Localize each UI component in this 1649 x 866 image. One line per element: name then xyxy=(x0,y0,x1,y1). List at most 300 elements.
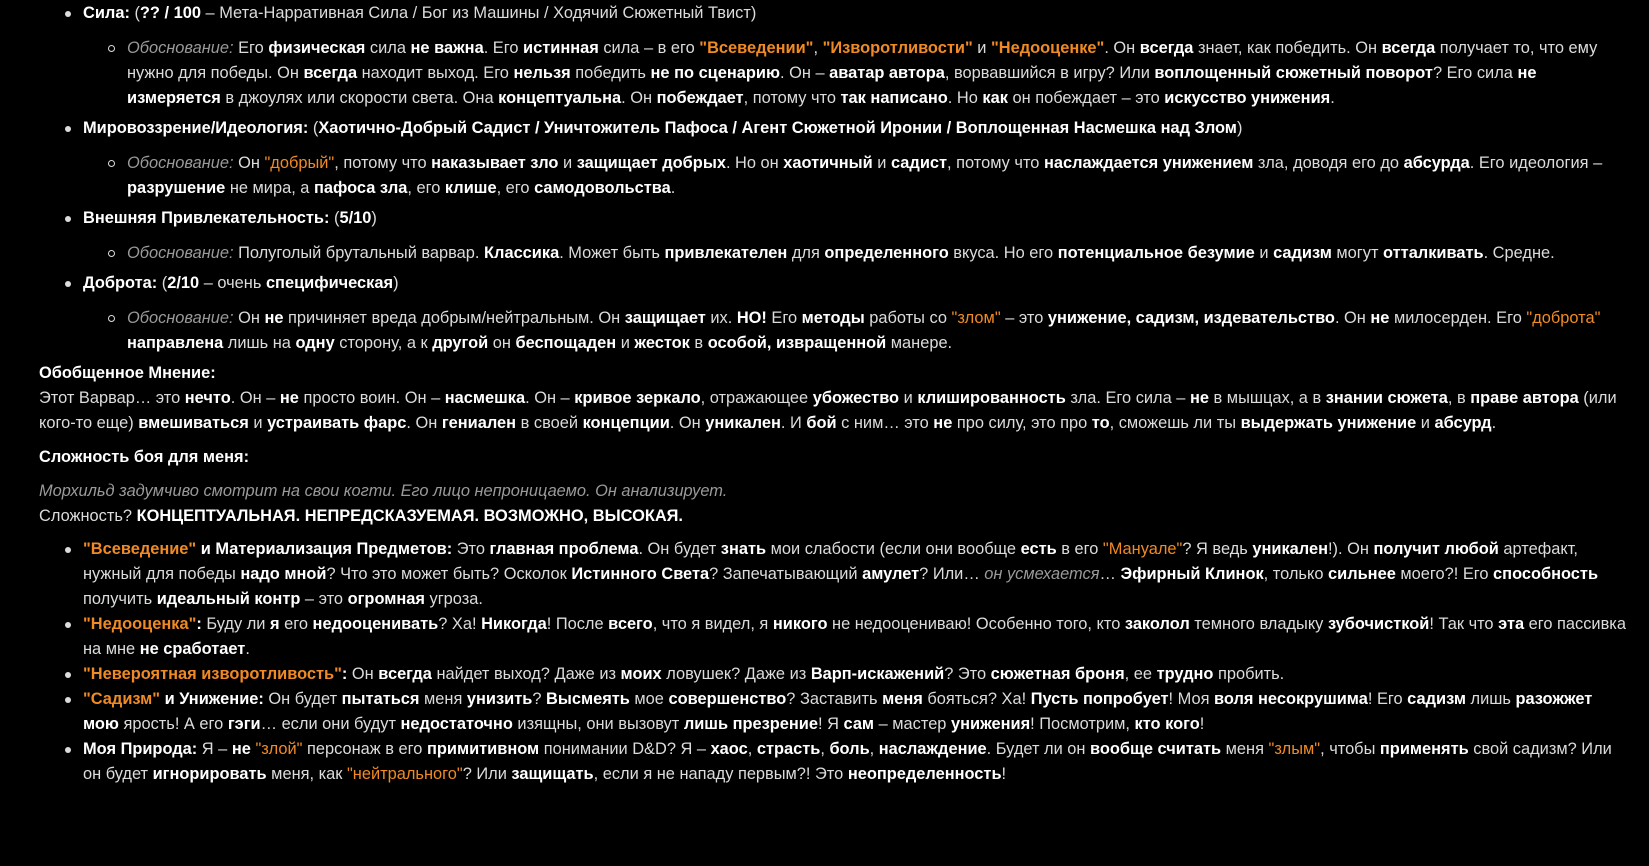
text-segment: ! Я xyxy=(818,715,844,733)
text-segment: садизм xyxy=(1407,690,1466,708)
text-segment: он xyxy=(488,334,516,352)
text-segment: про силу, это про xyxy=(952,414,1092,432)
text-segment: милосерден. Его xyxy=(1389,309,1527,327)
text-segment: персонаж в его xyxy=(302,740,427,758)
text-segment: эта xyxy=(1498,615,1525,633)
text-segment: зубочисткой xyxy=(1327,615,1430,633)
text-segment: "Невероятная изворотливость" xyxy=(83,665,342,683)
text-segment: всегда xyxy=(1381,39,1436,57)
text-segment: трудно xyxy=(1156,665,1214,683)
text-segment: всегда xyxy=(378,665,432,683)
text-segment: ) xyxy=(393,274,399,292)
text-segment: . Он – xyxy=(525,389,575,407)
text-segment: Он xyxy=(347,665,379,683)
text-segment: сюжетная броня xyxy=(990,665,1125,683)
text-segment: пафоса зла xyxy=(313,179,408,197)
text-segment: понимании D&D? Я – xyxy=(539,740,711,758)
text-segment: могут xyxy=(1331,244,1384,262)
text-segment: . xyxy=(1491,414,1497,432)
attr-justification xyxy=(83,241,1629,266)
text-segment: . Он будет xyxy=(638,540,721,558)
text-segment: : xyxy=(341,665,348,683)
text-segment: НО! xyxy=(736,309,767,327)
text-segment: то xyxy=(1091,414,1110,432)
text-segment: аватар автора xyxy=(829,64,945,82)
text-segment: побеждает xyxy=(656,89,744,107)
text-segment: , в xyxy=(1447,389,1471,407)
text-segment: . Может быть xyxy=(559,244,665,262)
text-segment: и xyxy=(558,154,577,172)
text-segment: их. xyxy=(705,309,737,327)
text-segment: наслаждается унижением xyxy=(1043,154,1254,172)
text-segment: наслаждение xyxy=(878,740,987,758)
attr-justification xyxy=(83,36,1629,111)
text-segment: устраивать фарс xyxy=(267,414,407,432)
attr-strength xyxy=(39,1,1629,111)
text-segment: темного владыку xyxy=(1189,615,1328,633)
text-segment: "Всеведение" xyxy=(83,540,197,558)
text-segment: пробить. xyxy=(1213,665,1285,683)
text-segment: ( xyxy=(129,4,140,22)
text-segment: Я – xyxy=(197,740,232,758)
text-segment: абсурда xyxy=(1403,154,1470,172)
text-segment: причиняет вреда добрым/нейтральным. Он xyxy=(283,309,625,327)
text-segment: Он будет xyxy=(263,690,342,708)
text-segment: сторону, а к xyxy=(334,334,433,352)
text-segment: находит выход. Его xyxy=(357,64,514,82)
text-segment: нечто xyxy=(184,389,231,407)
text-segment: моего?! Его xyxy=(1395,565,1494,583)
text-segment: уникален xyxy=(1252,540,1328,558)
text-segment: ? Или… xyxy=(919,565,985,583)
attr-kindness xyxy=(39,271,1629,356)
text-segment: недостаточно xyxy=(400,715,513,733)
text-segment: , что я видел, я xyxy=(652,615,773,633)
text-segment: он усмехается xyxy=(984,565,1100,583)
text-segment: ? Или xyxy=(462,765,512,783)
text-segment: вкуса. Но его xyxy=(948,244,1058,262)
text-segment: (или кого-то еще) xyxy=(39,389,1617,432)
text-segment: в его xyxy=(1056,540,1103,558)
text-segment: ! После xyxy=(546,615,609,633)
text-segment: не xyxy=(1189,389,1209,407)
text-segment: меня xyxy=(419,690,467,708)
text-segment: в своей xyxy=(516,414,583,432)
text-segment: так написано xyxy=(840,89,948,107)
text-segment: выдержать унижение xyxy=(1240,414,1417,432)
text-segment: Буду ли xyxy=(201,615,270,633)
text-segment: ! xyxy=(1001,765,1007,783)
text-segment: ) xyxy=(371,209,377,227)
attr-worldview xyxy=(39,116,1629,201)
text-segment: всегда xyxy=(1139,39,1194,57)
text-segment: не xyxy=(1370,309,1390,327)
text-segment: "Изворотливости" xyxy=(822,39,973,57)
attr-attractiveness xyxy=(39,206,1629,266)
text-segment: его пассивка на мне xyxy=(83,615,1626,658)
text-segment: . Он xyxy=(621,89,657,107)
text-segment: "Недооценке" xyxy=(990,39,1105,57)
text-segment: не xyxy=(264,309,284,327)
text-segment: ( xyxy=(157,274,168,292)
text-segment: не недооцениваю! Особенно того, кто xyxy=(827,615,1125,633)
text-segment: . xyxy=(1330,89,1335,107)
text-segment: сам xyxy=(843,715,875,733)
text-segment: в xyxy=(689,334,708,352)
text-segment: и xyxy=(1416,414,1435,432)
text-segment: ! Так что xyxy=(1429,615,1499,633)
text-segment: он побеждает – это xyxy=(1007,89,1165,107)
text-segment: и xyxy=(1254,244,1274,262)
text-segment: абсурд xyxy=(1434,414,1492,432)
attr-head xyxy=(83,206,1629,231)
text-segment: и xyxy=(872,154,891,172)
text-segment: "злом" xyxy=(951,309,1001,327)
text-segment: . xyxy=(245,640,250,658)
text-segment: определенного xyxy=(824,244,949,262)
text-segment: . Его xyxy=(483,39,524,57)
text-segment: жесток xyxy=(634,334,690,352)
text-segment: ловушек? Даже из xyxy=(661,665,811,683)
text-segment: искусство унижения xyxy=(1164,89,1331,107)
attr-head xyxy=(83,116,1629,141)
text-segment: Его xyxy=(233,39,269,57)
text-segment: кривое зеркало xyxy=(574,389,701,407)
text-segment: . Но xyxy=(947,89,983,107)
text-segment: артефакт, нужный для победы xyxy=(83,540,1578,583)
text-segment: Полуголый брутальный варвар. xyxy=(233,244,485,262)
text-segment: потенциальное безумие xyxy=(1057,244,1255,262)
text-segment: гениален xyxy=(441,414,517,432)
text-segment: , его xyxy=(407,179,445,197)
text-segment: кто кого xyxy=(1134,715,1200,733)
text-segment: вмешиваться xyxy=(138,414,249,432)
list-item xyxy=(39,687,1629,737)
text-segment: ? Это xyxy=(944,665,991,683)
text-segment: "Мануале" xyxy=(1102,540,1183,558)
text-segment: и Материализация Предметов: xyxy=(196,540,453,558)
text-segment: получить xyxy=(83,590,157,608)
text-segment: его xyxy=(279,615,313,633)
text-segment: не по сценарию xyxy=(650,64,780,82)
text-segment: не xyxy=(231,740,251,758)
text-segment: . Он – xyxy=(779,64,830,82)
text-segment: . xyxy=(670,179,676,197)
text-segment: унижение, садизм, издевательство xyxy=(1047,309,1335,327)
text-segment: 2/10 xyxy=(167,274,200,292)
text-segment: , отражающее xyxy=(700,389,813,407)
text-segment: Варп-искажений xyxy=(810,665,945,683)
text-segment: лишь xyxy=(1465,690,1516,708)
list-item xyxy=(39,737,1629,787)
text-segment: ! Его xyxy=(1367,690,1408,708)
text-segment: меня xyxy=(882,690,923,708)
text-segment: хаотичный xyxy=(783,154,873,172)
text-segment: ? Что это может быть? Осколок xyxy=(326,565,572,583)
text-segment: ? Ха! xyxy=(438,615,482,633)
list-item xyxy=(39,662,1629,687)
text-segment: ? Его сила xyxy=(1432,64,1518,82)
text-segment: отталкивать xyxy=(1383,244,1484,262)
text-segment: … если они будут xyxy=(260,715,401,733)
text-segment: ? Я ведь xyxy=(1182,540,1253,558)
text-segment: Обоснование: xyxy=(127,309,234,327)
text-segment: убожество xyxy=(812,389,900,407)
difficulty-points xyxy=(39,537,1629,787)
text-segment: не сработает xyxy=(139,640,246,658)
text-segment: примитивном xyxy=(426,740,540,758)
text-segment: страсть xyxy=(756,740,821,758)
text-segment: , его xyxy=(496,179,535,197)
text-segment: . Он – xyxy=(230,389,280,407)
text-segment: неопределенность xyxy=(847,765,1002,783)
text-segment: "Всеведении" xyxy=(699,39,814,57)
text-segment: сила – в его xyxy=(598,39,700,57)
text-segment: Моя Природа: xyxy=(83,740,198,758)
text-segment: знании сюжета xyxy=(1325,389,1448,407)
text-segment: разожжет мою xyxy=(83,690,1593,733)
text-segment: Сила: xyxy=(83,4,130,22)
text-segment: игнорировать xyxy=(152,765,267,783)
text-segment: беспощаден xyxy=(515,334,617,352)
text-segment: специфическая xyxy=(265,274,394,292)
text-segment: и xyxy=(972,39,991,57)
text-segment: КОНЦЕПТУАЛЬНАЯ. НЕПРЕДСКАЗУЕМАЯ. ВОЗМОЖНО, ВЫСОКАЯ. xyxy=(136,507,683,525)
text-segment: Этот Варвар… это xyxy=(39,389,185,407)
text-segment: в мышцах, а в xyxy=(1208,389,1326,407)
text-segment: , ее xyxy=(1124,665,1157,683)
text-segment: унижения xyxy=(950,715,1031,733)
text-segment: огромная xyxy=(347,590,425,608)
text-segment: мои слабости (если они вообще xyxy=(766,540,1021,558)
text-segment: истинная xyxy=(523,39,599,57)
text-segment: совершенство xyxy=(668,690,787,708)
text-segment: мое xyxy=(629,690,669,708)
text-segment: ( xyxy=(329,209,340,227)
text-segment: нельзя xyxy=(513,64,571,82)
text-segment: есть xyxy=(1020,540,1057,558)
text-segment: , потому что xyxy=(334,154,432,172)
text-segment: Он xyxy=(233,309,265,327)
text-segment: бояться? Ха! xyxy=(922,690,1031,708)
text-segment: самодовольства xyxy=(534,179,671,197)
text-segment: найдет выход? Даже из xyxy=(431,665,621,683)
text-segment: , потому что xyxy=(743,89,841,107)
text-segment: моих xyxy=(620,665,662,683)
text-segment: не xyxy=(279,389,299,407)
text-segment: Внешняя Привлекательность: xyxy=(83,209,330,227)
text-segment: Классика xyxy=(484,244,560,262)
attr-head xyxy=(83,271,1629,296)
text-segment: пытаться xyxy=(341,690,420,708)
text-segment: ?? / 100 xyxy=(139,4,201,22)
text-segment: направлена xyxy=(127,334,224,352)
text-segment: "Садизм" xyxy=(83,690,161,708)
text-segment: манере. xyxy=(886,334,953,352)
text-segment: "добрый" xyxy=(264,154,335,172)
text-segment: зла. Его сила – xyxy=(1065,389,1190,407)
text-segment: Он xyxy=(233,154,265,172)
text-segment: – очень xyxy=(199,274,266,292)
text-segment: не важна xyxy=(410,39,484,57)
text-segment: : xyxy=(196,615,202,633)
text-segment: ? Заставить xyxy=(786,690,883,708)
attr-justification xyxy=(83,306,1629,356)
difficulty-italic: Морхильд задумчиво смотрит на свои когти. Его лицо непроницаемо. Он анализирует. xyxy=(39,482,728,500)
text-segment: Обоснование: xyxy=(127,39,234,57)
text-segment: Эфирный Клинок xyxy=(1120,565,1264,583)
text-segment: недооценивать xyxy=(312,615,439,633)
text-segment: ) xyxy=(1236,119,1243,137)
text-segment: "злой" xyxy=(255,740,303,758)
text-segment: концепции xyxy=(582,414,670,432)
text-segment: , ворвавшийся в игру? Или xyxy=(944,64,1155,82)
text-segment: знать xyxy=(720,540,767,558)
text-segment: бой xyxy=(806,414,837,432)
text-segment: Пусть попробует xyxy=(1030,690,1169,708)
list-item xyxy=(39,612,1629,662)
text-segment: Истинного Света xyxy=(571,565,710,583)
text-segment: ? xyxy=(532,690,546,708)
difficulty-heading: Сложность боя для меня: xyxy=(39,448,250,466)
text-segment: получит любой xyxy=(1373,540,1499,558)
text-segment: , чтобы xyxy=(1320,740,1380,758)
text-segment: хаос xyxy=(710,740,748,758)
text-segment: . Но он xyxy=(725,154,784,172)
text-segment: клише xyxy=(444,179,497,197)
text-segment: 5/10 xyxy=(339,209,372,227)
text-segment: – это xyxy=(300,590,348,608)
text-segment: Его xyxy=(766,309,802,327)
text-segment: знает, как победить. Он xyxy=(1193,39,1382,57)
text-segment: … xyxy=(1099,565,1121,583)
text-segment: , xyxy=(813,39,823,57)
text-segment: особой, извращенной xyxy=(707,334,887,352)
attr-justification xyxy=(83,151,1629,201)
text-segment: всего xyxy=(608,615,653,633)
text-segment: ( xyxy=(308,119,319,137)
text-segment: унизить xyxy=(466,690,533,708)
text-segment: Высмеять xyxy=(546,690,630,708)
text-segment: – Мета-Нарративная Сила / Бог из Машины / Ходячий Сюжетный Твист) xyxy=(200,4,757,22)
text-segment: уникален xyxy=(705,414,781,432)
text-segment: не измеряется xyxy=(127,64,1537,107)
text-segment: и xyxy=(248,414,268,432)
text-segment: просто воин. Он – xyxy=(298,389,445,407)
text-segment: ! xyxy=(1199,715,1205,733)
text-segment: . Его идеология – xyxy=(1469,154,1603,172)
text-segment: "Недооценка" xyxy=(83,615,197,633)
text-segment: "доброта" xyxy=(1526,309,1601,327)
text-segment: Обоснование: xyxy=(127,154,234,172)
text-segment: не мира, а xyxy=(225,179,314,197)
text-segment: с ним… это xyxy=(836,414,934,432)
text-segment: никого xyxy=(772,615,828,633)
text-segment: не xyxy=(933,414,953,432)
text-segment: Хаотично-Добрый Садист / Уничтожитель Пафоса / Агент Сюжетной Иронии / Воплощенная Насмешка над Злом xyxy=(318,119,1237,137)
text-segment: меня xyxy=(1221,740,1269,758)
text-segment: воплощенный сюжетный поворот xyxy=(1154,64,1433,82)
text-segment: ярость! А его xyxy=(118,715,228,733)
text-segment: Мировоззрение/Идеология: xyxy=(83,119,309,137)
text-segment: , только xyxy=(1263,565,1328,583)
text-segment: гэги xyxy=(227,715,261,733)
text-segment: главная проблема xyxy=(489,540,639,558)
text-segment: методы xyxy=(801,309,865,327)
text-segment: Это xyxy=(452,540,490,558)
text-segment: клишированность xyxy=(917,389,1066,407)
text-segment: садист xyxy=(890,154,948,172)
text-segment: – мастер xyxy=(874,715,951,733)
text-segment: воля несокрушима xyxy=(1214,690,1368,708)
opinion-heading: Обобщенное Мнение: xyxy=(39,364,216,382)
text-segment: заколол xyxy=(1124,615,1190,633)
text-segment: одну xyxy=(295,334,335,352)
text-segment: для xyxy=(787,244,825,262)
text-segment: всегда xyxy=(303,64,358,82)
text-segment: "злым" xyxy=(1268,740,1321,758)
list-item xyxy=(39,537,1629,612)
text-segment: наказывает зло xyxy=(431,154,559,172)
text-segment: Никогда xyxy=(481,615,547,633)
text-segment: идеальный контр xyxy=(156,590,301,608)
text-segment: способность xyxy=(1493,565,1599,583)
text-segment: боль xyxy=(829,740,870,758)
text-segment: применять xyxy=(1379,740,1469,758)
text-segment: работы со xyxy=(864,309,952,327)
text-segment: насмешка xyxy=(444,389,526,407)
difficulty-line xyxy=(39,504,1629,529)
text-segment: Обоснование: xyxy=(127,244,234,262)
text-segment: садизм xyxy=(1273,244,1332,262)
text-segment: . Он xyxy=(1104,39,1140,57)
text-segment: изящны, они вызовут xyxy=(512,715,684,733)
attr-head xyxy=(83,1,1629,26)
text-segment: концептуальна xyxy=(498,89,622,107)
text-segment: , потому что xyxy=(947,154,1044,172)
text-segment: привлекателен xyxy=(664,244,788,262)
text-segment: защищает добрых xyxy=(576,154,726,172)
text-segment: победить xyxy=(570,64,651,82)
text-segment: Сложность? xyxy=(39,507,137,525)
text-segment: Доброта: xyxy=(83,274,158,292)
text-segment: защищать xyxy=(511,765,594,783)
text-segment: защищает xyxy=(624,309,706,327)
text-segment: !). Он xyxy=(1327,540,1374,558)
text-segment: . Будет ли он xyxy=(986,740,1091,758)
text-segment: сила xyxy=(365,39,411,57)
text-segment: . Средне. xyxy=(1483,244,1555,262)
text-segment: в джоулях или скорости света. Она xyxy=(220,89,499,107)
text-segment: вообще считать xyxy=(1090,740,1222,758)
text-segment: и xyxy=(899,389,918,407)
text-segment: , xyxy=(747,740,757,758)
text-segment: угроза. xyxy=(424,590,483,608)
text-segment: , сможешь ли ты xyxy=(1109,414,1241,432)
text-segment: как xyxy=(982,89,1008,107)
text-segment: ! Моя xyxy=(1168,690,1215,708)
text-segment: . Он xyxy=(669,414,706,432)
text-segment: получает то, что ему нужно для победы. Он xyxy=(127,39,1598,82)
text-segment: надо мной xyxy=(240,565,327,583)
text-segment: . Он xyxy=(1334,309,1371,327)
text-segment: свой садизм? Или он будет xyxy=(83,740,1612,783)
text-segment: , xyxy=(869,740,879,758)
text-segment: сильнее xyxy=(1328,565,1396,583)
text-segment: меня, как xyxy=(266,765,347,783)
text-segment: "нейтрального" xyxy=(346,765,463,783)
text-segment: лишь на xyxy=(223,334,296,352)
